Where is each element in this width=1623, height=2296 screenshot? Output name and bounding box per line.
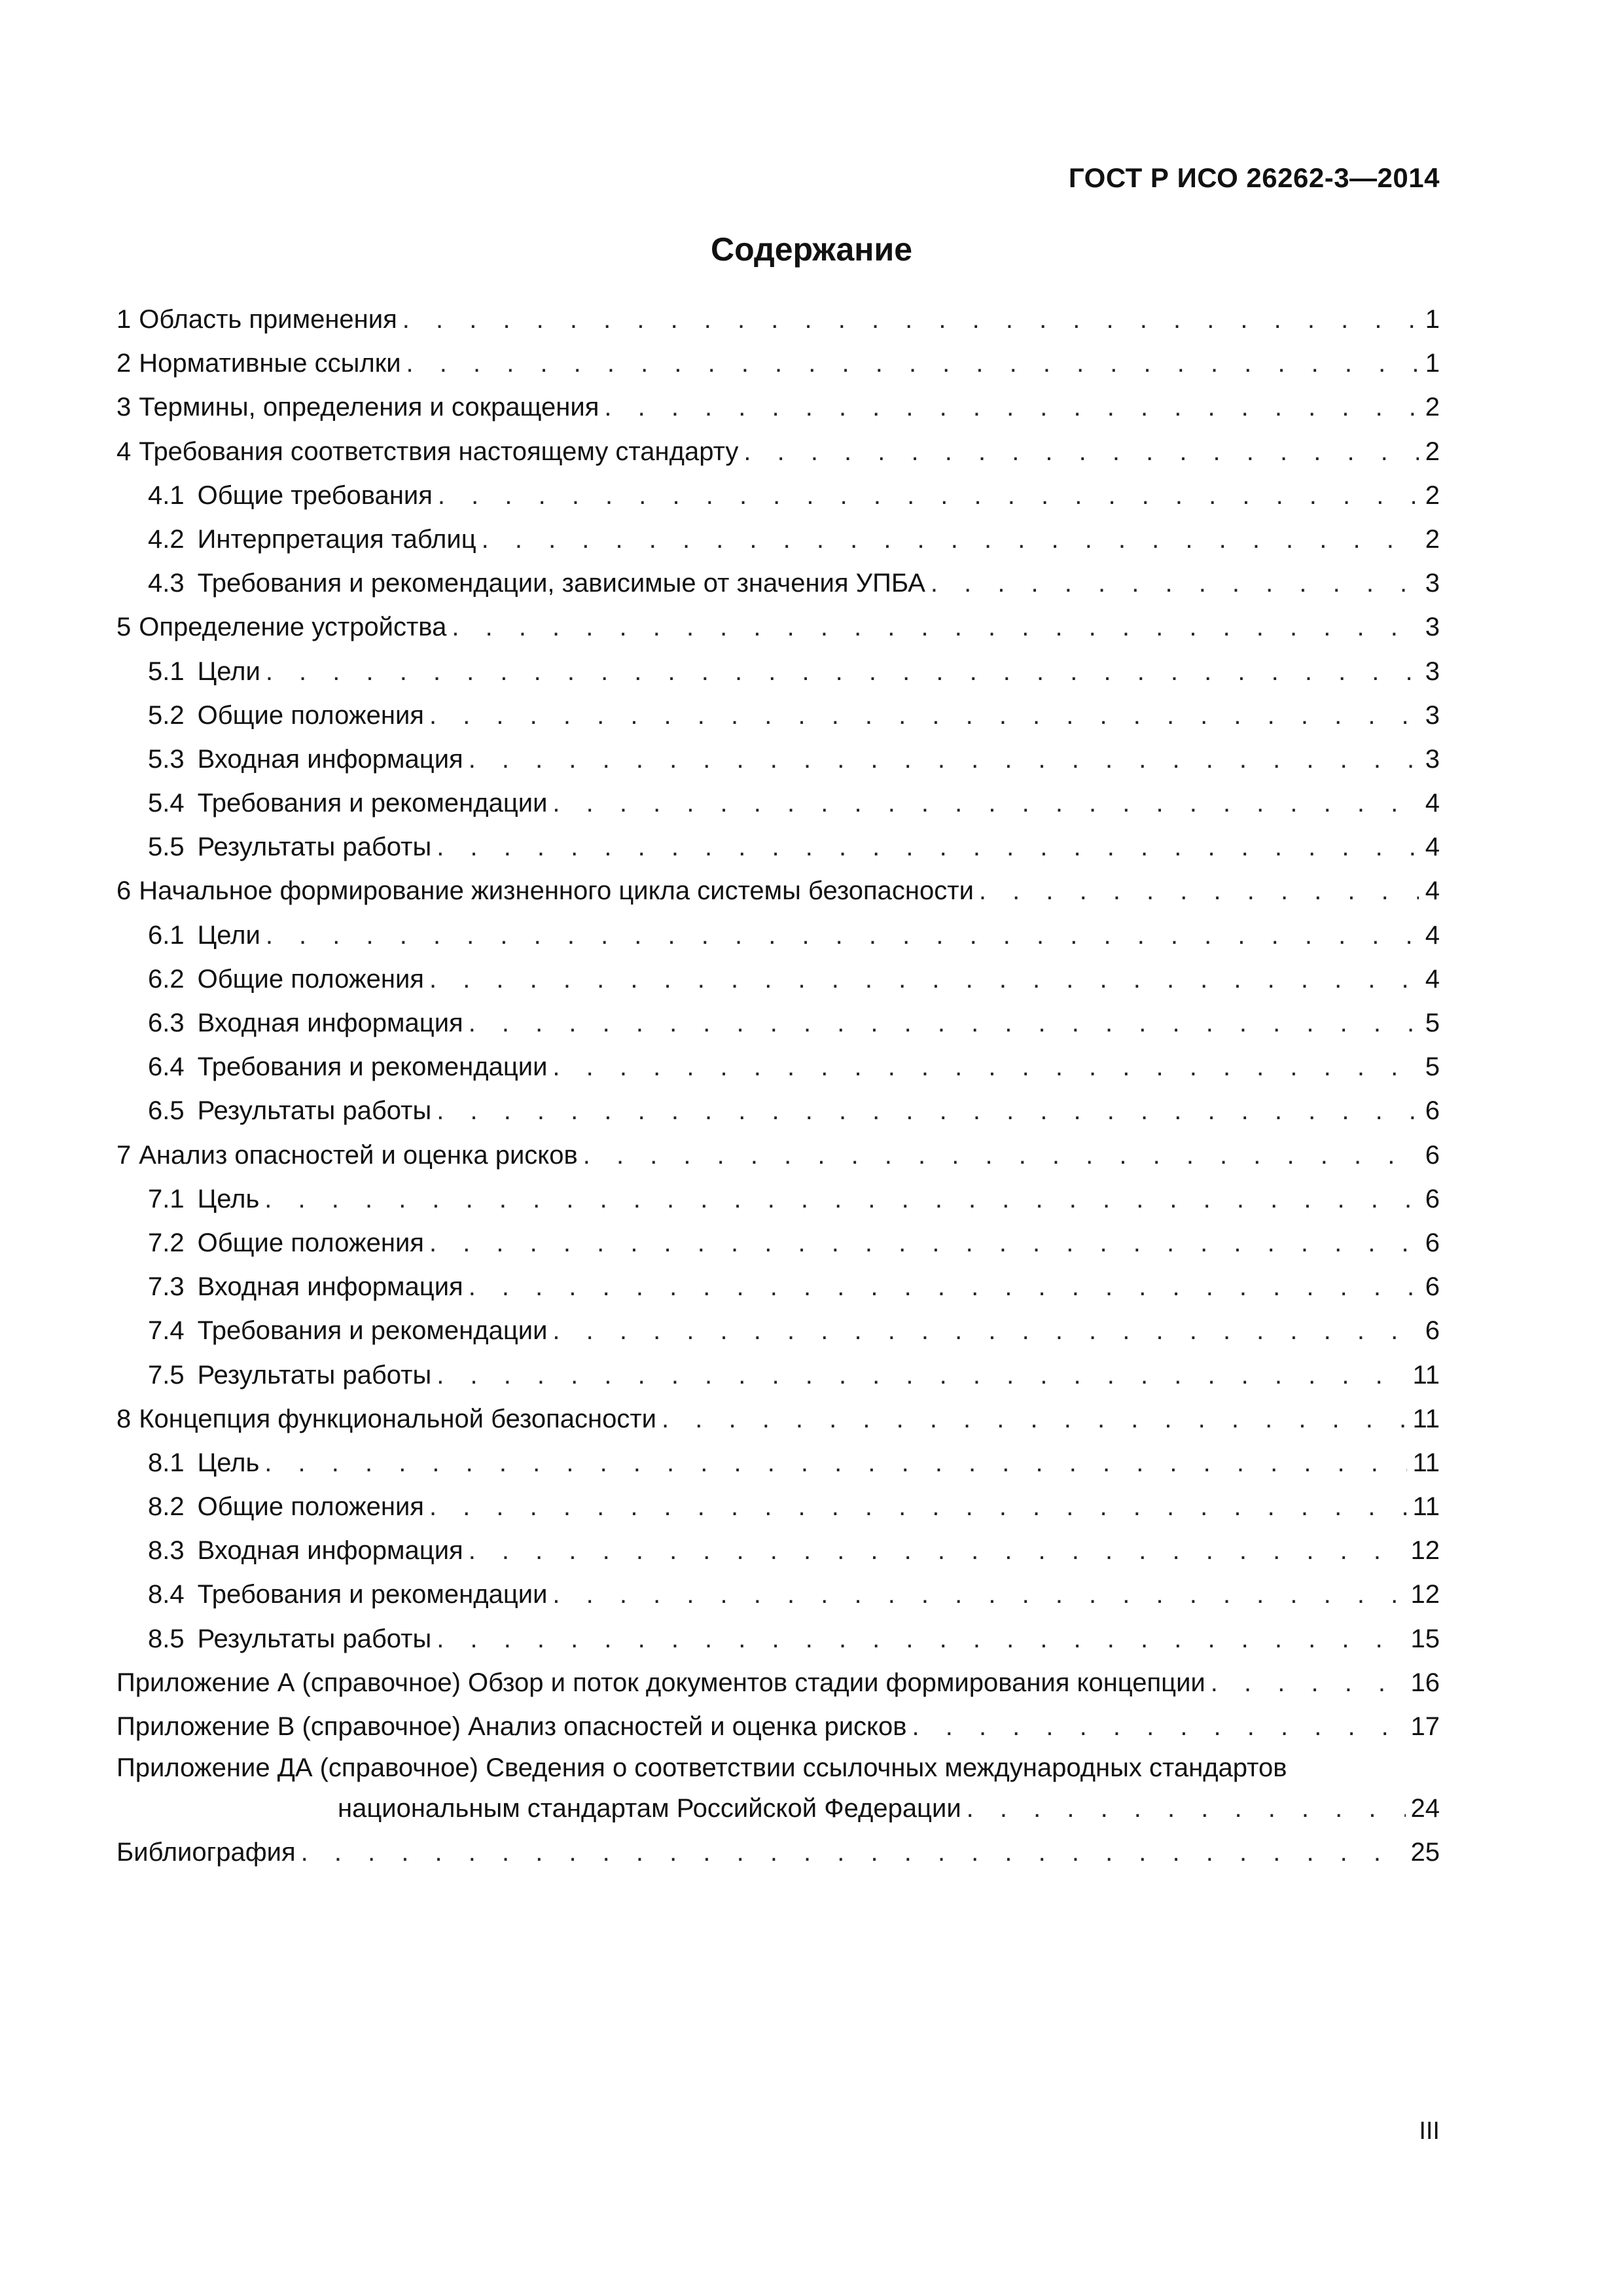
toc-label: Термины, определения и сокращения [139, 393, 599, 422]
toc-page: 5 [1425, 1009, 1440, 1037]
toc-number: 5 [116, 613, 132, 642]
toc-number: 4.2 [148, 524, 185, 554]
toc-label: Общие положения [197, 700, 424, 730]
toc-label: Нормативные ссылки [139, 349, 401, 378]
dot-leader [429, 694, 1419, 738]
toc-number: 8.5 [148, 1624, 185, 1653]
toc-page: 4 [1425, 964, 1440, 994]
toc-label: Результаты работы [197, 1624, 432, 1653]
toc-page: 2 [1425, 480, 1440, 510]
toc-number: 8.1 [148, 1448, 185, 1477]
toc-label: Область применения [139, 305, 397, 334]
toc-label: Входная информация [197, 1009, 463, 1037]
toc-subentry[interactable] [116, 1617, 1440, 1661]
toc-subentry[interactable] [116, 518, 1440, 562]
toc-page: 5 [1425, 1052, 1440, 1082]
toc-subentry[interactable] [116, 694, 1440, 738]
toc-page: 6 [1425, 1316, 1440, 1346]
toc-number: 3 [116, 393, 132, 422]
toc-subentry[interactable] [116, 1001, 1440, 1045]
toc-page: 4 [1425, 920, 1440, 950]
toc-page: 2 [1425, 437, 1440, 466]
dot-leader [429, 1485, 1408, 1529]
toc-label: Начальное формирование жизненного цикла системы безопасности [139, 876, 974, 906]
toc-label: Концепция функциональной безопасности [139, 1404, 657, 1433]
toc-entry[interactable] [116, 298, 1440, 342]
toc-subentry[interactable] [116, 825, 1440, 869]
toc-page: 3 [1425, 656, 1440, 686]
toc-subentry[interactable] [116, 1354, 1440, 1397]
dot-leader [469, 738, 1419, 781]
toc-label: Анализ опасностей и оценка рисков [139, 1140, 578, 1170]
toc-label: Входная информация [197, 744, 463, 774]
toc-number: 5.1 [148, 656, 185, 686]
toc-label: Требования и рекомендации [197, 1580, 548, 1609]
toc-number: 4 [116, 437, 132, 466]
toc-subentry[interactable] [116, 738, 1440, 781]
toc-label: Интерпретация таблиц [197, 524, 476, 554]
dot-leader [406, 342, 1419, 386]
toc-number: 5.3 [148, 744, 185, 774]
dot-leader [931, 562, 1419, 605]
toc-label: Требования и рекомендации, зависимые от значения УПБА [197, 569, 925, 598]
toc-page: 4 [1425, 876, 1440, 906]
toc-number: 4.3 [148, 569, 185, 598]
toc-page: 1 [1425, 305, 1440, 334]
toc-label: Общие положения [197, 1492, 424, 1522]
toc-page: 6 [1425, 1184, 1440, 1213]
dot-leader [979, 869, 1419, 913]
table-of-contents [116, 298, 1440, 1875]
dot-leader [552, 1573, 1405, 1617]
toc-label: Результаты работы [197, 1096, 432, 1126]
toc-subentry[interactable] [116, 914, 1440, 958]
dot-leader [743, 430, 1419, 474]
toc-number: 1 [116, 305, 132, 334]
toc-subentry[interactable] [116, 1089, 1440, 1133]
toc-page: 12 [1410, 1536, 1440, 1566]
toc-label: Цель [197, 1184, 260, 1213]
toc-number: 4.1 [148, 480, 185, 510]
toc-label: национальным стандартам Российской Федерации [338, 1794, 961, 1823]
toc-label: Результаты работы [197, 1360, 432, 1390]
toc-page: 3 [1425, 569, 1440, 598]
toc-label: Приложение В (справочное) Анализ опасностей и оценка рисков [116, 1712, 907, 1741]
toc-subentry[interactable] [116, 1045, 1440, 1089]
toc-label: Приложение ДА (справочное) Сведения о соответствии ссылочных международных стандартов [116, 1753, 1287, 1783]
toc-number: 8.2 [148, 1492, 185, 1522]
toc-label: Приложение А (справочное) Обзор и поток документов стадии формирования концепции [116, 1668, 1205, 1697]
toc-number: 6.5 [148, 1096, 185, 1126]
dot-leader [604, 386, 1419, 429]
toc-number: 6 [116, 876, 132, 906]
toc-number: 7 [116, 1140, 132, 1170]
toc-page: 2 [1425, 393, 1440, 422]
dot-leader [429, 958, 1419, 1001]
toc-subentry[interactable] [116, 781, 1440, 825]
toc-number: 5.4 [148, 789, 185, 818]
toc-entry[interactable] [116, 1397, 1440, 1441]
toc-appendix-da-continued[interactable] [116, 1787, 1440, 1831]
toc-page: 25 [1410, 1838, 1440, 1867]
dot-leader [266, 650, 1419, 694]
toc-number: 6.3 [148, 1009, 185, 1037]
page-title: Содержание [710, 231, 913, 268]
toc-number: 5.2 [148, 700, 185, 730]
toc-number: 5.5 [148, 833, 185, 862]
dot-leader [552, 781, 1419, 825]
toc-bibliography[interactable] [116, 1831, 1440, 1874]
toc-number: 7.5 [148, 1360, 185, 1390]
toc-label: Требования и рекомендации [197, 1052, 548, 1082]
dot-leader [437, 1089, 1419, 1133]
toc-entry[interactable] [116, 342, 1440, 386]
toc-entry[interactable] [116, 386, 1440, 429]
toc-number: 7.3 [148, 1272, 185, 1302]
toc-page: 24 [1410, 1794, 1440, 1823]
toc-page: 11 [1412, 1492, 1440, 1522]
toc-label: Входная информация [197, 1272, 463, 1302]
toc-number: 6.1 [148, 920, 185, 950]
toc-page: 15 [1410, 1624, 1440, 1653]
toc-page: 6 [1425, 1096, 1440, 1126]
toc-entry[interactable] [116, 430, 1440, 474]
dot-leader [264, 1177, 1419, 1221]
dot-leader [552, 1309, 1419, 1353]
toc-subentry[interactable] [116, 1441, 1440, 1485]
toc-subentry[interactable] [116, 1485, 1440, 1529]
toc-subentry[interactable] [116, 1529, 1440, 1573]
toc-subentry[interactable] [116, 1573, 1440, 1617]
toc-page: 4 [1425, 833, 1440, 862]
toc-page: 1 [1425, 349, 1440, 378]
toc-label: Требования и рекомендации [197, 1316, 548, 1346]
dot-leader [662, 1397, 1407, 1441]
toc-subentry[interactable] [116, 1177, 1440, 1221]
toc-label: Общие требования [197, 480, 433, 510]
dot-leader [583, 1134, 1419, 1177]
toc-page: 6 [1425, 1228, 1440, 1257]
toc-label: Определение устройства [139, 613, 447, 642]
toc-label: Общие положения [197, 1228, 424, 1257]
toc-label: Общие положения [197, 964, 424, 994]
toc-subentry[interactable] [116, 1265, 1440, 1309]
toc-page: 3 [1425, 613, 1440, 642]
toc-page: 16 [1410, 1668, 1440, 1697]
dot-leader [429, 1221, 1419, 1265]
dot-leader [437, 1617, 1405, 1661]
toc-label: Цели [197, 920, 260, 950]
toc-subentry[interactable] [116, 958, 1440, 1001]
dot-leader [469, 1265, 1419, 1309]
toc-page: 11 [1412, 1448, 1440, 1477]
toc-page: 2 [1425, 524, 1440, 554]
dot-leader [469, 1529, 1406, 1573]
toc-label: Требования соответствия настоящему стандарту [139, 437, 739, 466]
dot-leader [438, 474, 1419, 518]
toc-appendix-da[interactable] [116, 1749, 1440, 1787]
toc-label: Цель [197, 1448, 260, 1477]
dot-leader [469, 1001, 1419, 1045]
toc-label: Библиография [116, 1838, 296, 1867]
toc-number: 2 [116, 349, 132, 378]
toc-page: 4 [1425, 789, 1440, 818]
toc-number: 7.2 [148, 1228, 185, 1257]
dot-leader [437, 1354, 1407, 1397]
toc-subentry[interactable] [116, 1221, 1440, 1265]
toc-subentry[interactable] [116, 650, 1440, 694]
toc-label: Входная информация [197, 1536, 463, 1566]
toc-appendix-b[interactable] [116, 1705, 1440, 1749]
toc-entry[interactable] [116, 605, 1440, 649]
toc-number: 7.1 [148, 1184, 185, 1213]
toc-entry[interactable] [116, 1134, 1440, 1177]
toc-number: 8.3 [148, 1536, 185, 1566]
toc-page: 17 [1410, 1712, 1440, 1741]
toc-appendix-a[interactable] [116, 1661, 1440, 1705]
toc-label: Результаты работы [197, 833, 432, 862]
toc-subentry[interactable] [116, 474, 1440, 518]
toc-page: 3 [1425, 700, 1440, 730]
dot-leader [967, 1787, 1406, 1831]
toc-number: 8.4 [148, 1580, 185, 1609]
toc-page: 11 [1412, 1360, 1440, 1390]
page-number: III [1419, 2117, 1440, 2145]
dot-leader [452, 605, 1419, 649]
toc-page: 3 [1425, 744, 1440, 774]
toc-number: 6.4 [148, 1052, 185, 1082]
dot-leader [482, 518, 1419, 562]
toc-number: 8 [116, 1404, 132, 1433]
toc-page: 12 [1410, 1580, 1440, 1609]
dot-leader [266, 914, 1419, 958]
toc-subentry[interactable] [116, 562, 1440, 605]
toc-label: Требования и рекомендации [197, 789, 548, 818]
dot-leader [1211, 1661, 1406, 1705]
toc-page: 6 [1425, 1140, 1440, 1170]
dot-leader [264, 1441, 1407, 1485]
dot-leader [301, 1831, 1406, 1874]
dot-leader [552, 1045, 1419, 1089]
toc-page: 11 [1412, 1404, 1440, 1433]
dot-leader [402, 298, 1419, 342]
toc-entry[interactable] [116, 869, 1440, 913]
document-id: ГОСТ Р ИСО 26262-3—2014 [1068, 162, 1440, 193]
toc-subentry[interactable] [116, 1309, 1440, 1353]
toc-number: 6.2 [148, 964, 185, 994]
dot-leader [437, 825, 1419, 869]
dot-leader [912, 1705, 1406, 1749]
toc-number: 7.4 [148, 1316, 185, 1346]
toc-label: Цели [197, 656, 260, 686]
toc-page: 6 [1425, 1272, 1440, 1302]
